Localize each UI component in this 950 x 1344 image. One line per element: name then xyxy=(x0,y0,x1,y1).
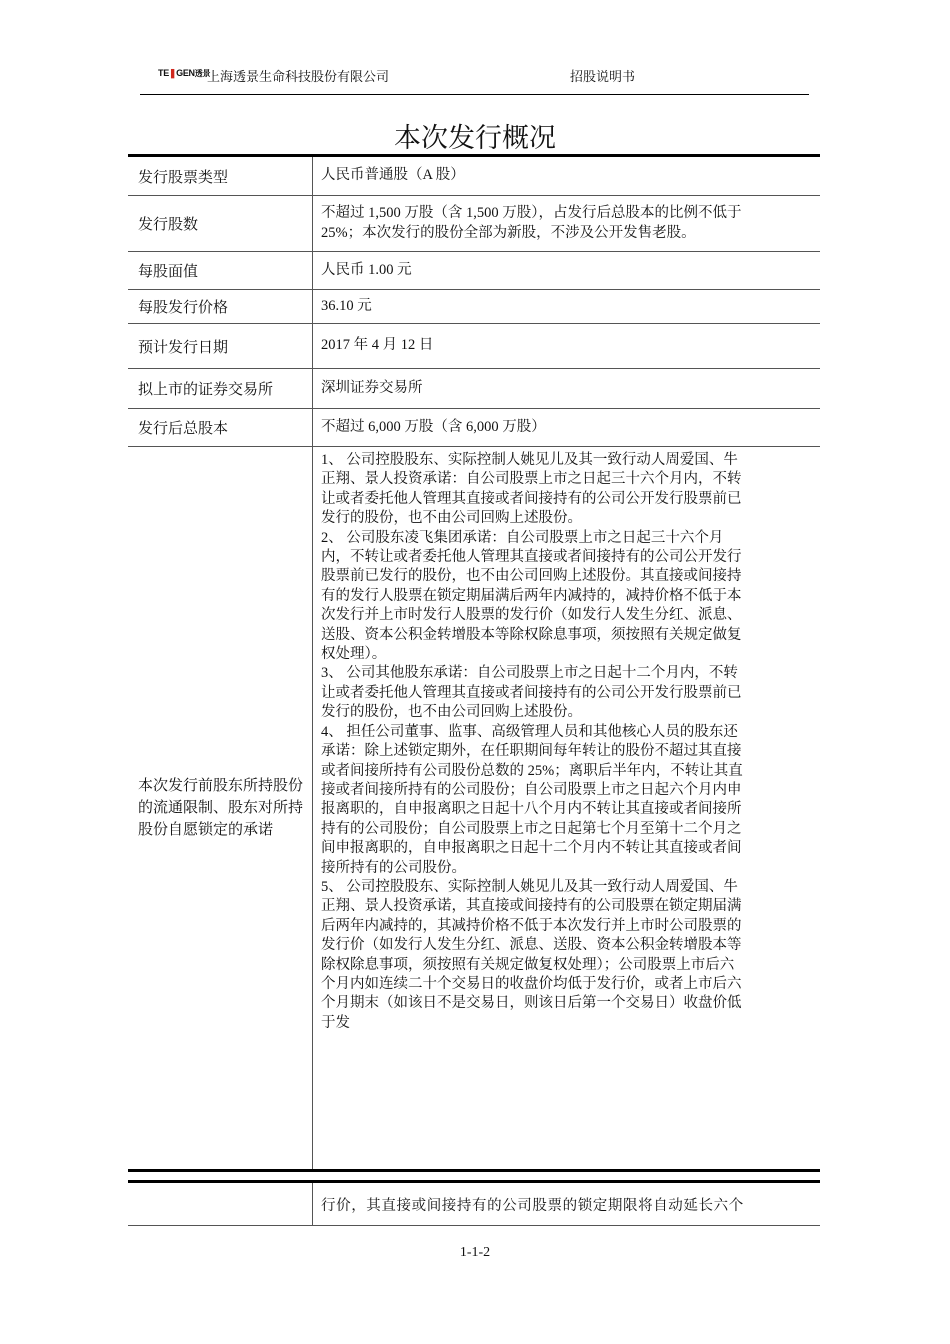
commitment-line: 正翔、景人投资承诺：自公司股票上市之日起三十六个月内，不转 xyxy=(321,471,742,488)
table-row xyxy=(128,369,820,409)
commitment-line: 正翔、景人投资承诺，其直接或间接持有的公司股票在锁定期届满 xyxy=(321,898,742,915)
commitment-line: 1、 公司控股股东、实际控制人姚见儿及其一致行动人周爱国、牛 xyxy=(321,452,738,468)
commitment-line: 内，不转让或者委托他人管理其直接或者间接持有的公司公开发行 xyxy=(321,549,742,566)
row-value xyxy=(313,196,821,252)
commitment-line: 个月内如连续二十个交易日的收盘价均低于发行价，或者上市后六 xyxy=(321,975,742,992)
commitment-line: 持有的公司股份；自公司股票上市之日起第七个月至第十二个月之 xyxy=(321,820,742,837)
row-value xyxy=(313,290,821,324)
commitment-line: 或者间接所持有公司股份总数的 25%；离职后半年内，不转让其直 xyxy=(321,762,743,779)
value-line: 人民币普通股（A 股） xyxy=(321,167,465,184)
commitment-line: 个月期末（如该日不是交易日，则该日后第一个交易日）收盘价低 xyxy=(321,995,742,1012)
row-value xyxy=(313,156,821,196)
row-value xyxy=(313,252,821,290)
commitment-line: 3、 公司其他股东承诺：自公司股票上市之日起十二个月内，不转 xyxy=(321,665,738,682)
table-row xyxy=(128,252,820,290)
commitment-line: 4、 担任公司董事、监事、高级管理人员和其他核心人员的股东还 xyxy=(321,723,738,740)
table-row xyxy=(128,324,820,369)
row-label: 发行股数 xyxy=(128,196,313,252)
company-name: 上海透景生命科技股份有限公司 xyxy=(207,69,390,84)
value-line: 25%；本次发行的股份全部为新股，不涉及公开发售老股。 xyxy=(321,224,696,241)
commitment-line: 2、 公司股东凌飞集团承诺：自公司股票上市之日起三十六个月 xyxy=(321,529,724,546)
company-logo: TE❚GEN透景 xyxy=(158,68,211,78)
value-line: 深圳证券交易所 xyxy=(321,379,423,396)
offering-summary-table xyxy=(128,154,820,1172)
commitment-line: 次发行并上市时发行人股票的发行价（如发行人发生分红、派息、 xyxy=(321,607,742,624)
row-label: 预计发行日期 xyxy=(128,324,313,369)
commitment-line: 报离职的，自申报离职之日起十八个月内不转让其直接或者间接所 xyxy=(321,801,742,818)
lockup-commitments xyxy=(313,447,821,1171)
header-divider xyxy=(140,94,809,95)
commitment-line: 接所持有的公司股份。 xyxy=(321,859,466,876)
document-type: 招股说明书 xyxy=(570,69,636,84)
continuation-label-cell xyxy=(128,1182,313,1226)
continuation-text: 行价，其直接或间接持有的公司股票的锁定期限将自动延长六个 xyxy=(321,1197,744,1214)
table-row xyxy=(128,196,820,252)
row-label: 每股发行价格 xyxy=(128,290,313,324)
page-title: 本次发行概况 xyxy=(394,123,556,153)
row-label: 发行后总股本 xyxy=(128,409,313,447)
commitment-line: 5、 公司控股股东、实际控制人姚见儿及其一致行动人周爱国、牛 xyxy=(321,878,738,895)
commitment-line: 发行的股份，也不由公司回购上述股份。 xyxy=(321,510,582,527)
commitment-line: 送股、资本公积金转增股本等除权除息事项，须按照有关规定做复 xyxy=(321,626,742,643)
row-value xyxy=(313,324,821,369)
continuation-table xyxy=(128,1180,820,1226)
value-line: 不超过 6,000 万股（含 6,000 万股） xyxy=(321,418,546,435)
commitment-line: 股票前已发行的股份，也不由公司回购上述股份。其直接或间接持 xyxy=(321,568,742,585)
commitment-line: 承诺：除上述锁定期外，在任职期间每年转让的股份不超过其直接 xyxy=(321,743,742,760)
table-row xyxy=(128,290,820,324)
commitment-line: 除权除息事项，须按照有关规定做复权处理）；公司股票上市后六 xyxy=(321,956,735,973)
commitment-line: 间申报离职的，自申报离职之日起十二个月内不转让其直接或者间 xyxy=(321,840,742,857)
table-row-lockup xyxy=(128,447,820,1171)
row-value xyxy=(313,369,821,409)
commitment-line: 有的发行人股票在锁定期届满后两年内减持的，减持价格不低于本 xyxy=(321,587,742,604)
commitment-line: 让或者委托他人管理其直接或者间接持有的公司公开发行股票前已 xyxy=(321,684,742,701)
row-label: 拟上市的证券交易所 xyxy=(128,369,313,409)
value-line: 人民币 1.00 元 xyxy=(321,261,412,278)
commitment-line: 接或者间接所持有的公司股份；自公司股票上市之日起六个月内申 xyxy=(321,781,742,798)
commitment-line: 发行的股份，也不由公司回购上述股份。 xyxy=(321,704,582,721)
value-line: 36.10 元 xyxy=(321,297,372,314)
commitment-line: 于发 xyxy=(321,1014,350,1031)
commitment-line: 权处理）。 xyxy=(321,646,387,663)
value-line: 2017 年 4 月 12 日 xyxy=(321,337,434,354)
lockup-label: 本次发行前股东所持股份的流通限制、股东对所持股份自愿锁定的承诺 xyxy=(128,447,313,1171)
row-label: 发行股票类型 xyxy=(128,156,313,196)
table-row xyxy=(128,156,820,196)
commitment-line: 后两年内减持的，其减持价格不低于本次发行并上市时公司股票的 xyxy=(321,917,742,934)
row-label: 每股面值 xyxy=(128,252,313,290)
row-value xyxy=(313,409,821,447)
value-line: 不超过 1,500 万股（含 1,500 万股），占发行后总股本的比例不低于 xyxy=(321,205,742,222)
table-row xyxy=(128,409,820,447)
page-number: 1-1-2 xyxy=(459,1245,491,1260)
commitment-line: 发行价（如发行人发生分红、派息、送股、资本公积金转增股本等 xyxy=(321,937,742,954)
commitment-line: 让或者委托他人管理其直接或者间接持有的公司公开发行股票前已 xyxy=(321,490,742,507)
